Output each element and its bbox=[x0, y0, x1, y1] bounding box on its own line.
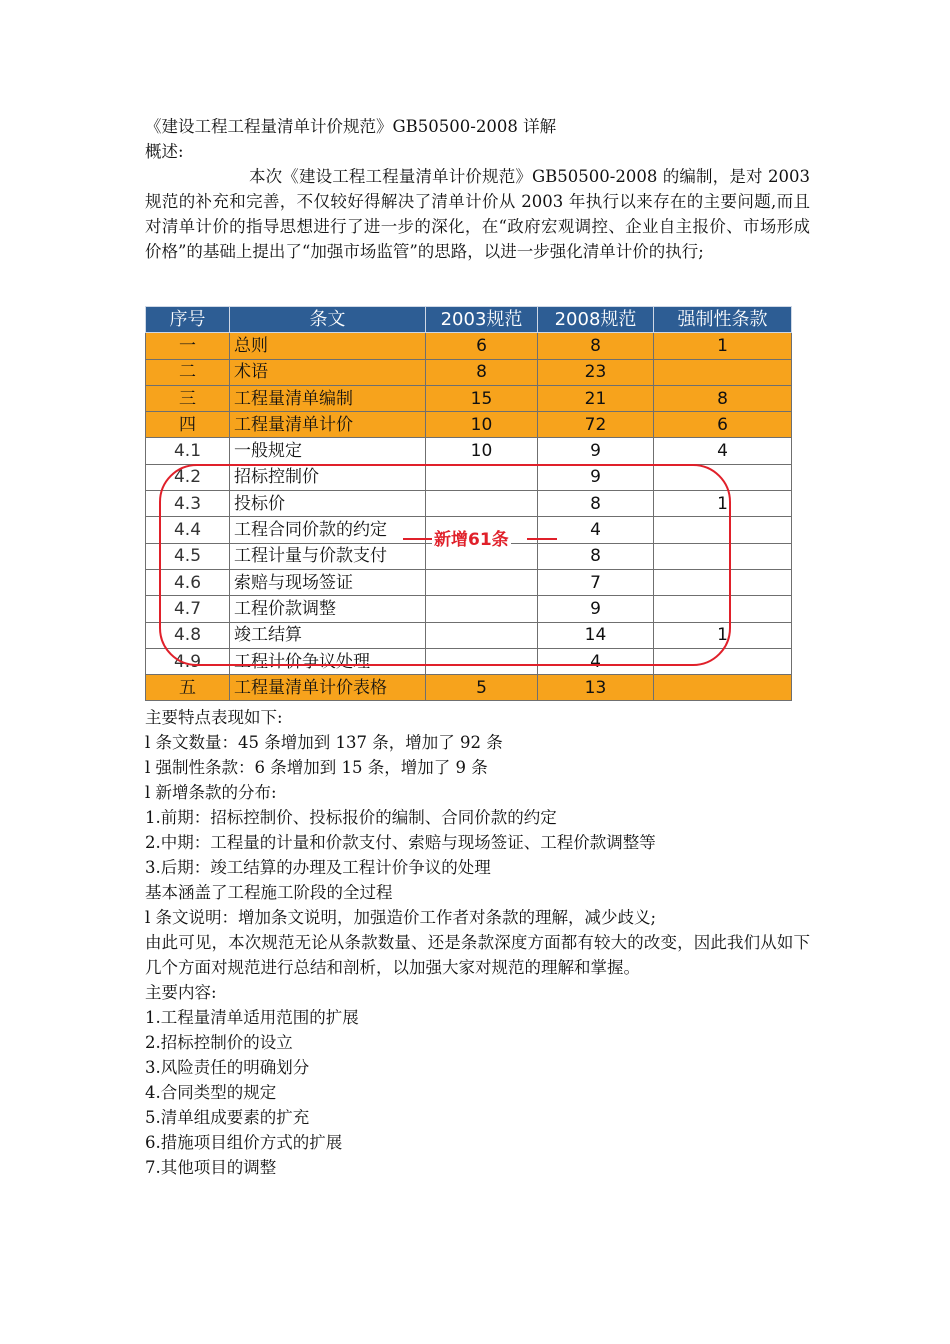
row-mandatory-count bbox=[654, 464, 792, 490]
feature-line: l 强制性条款：6 条增加到 15 条，增加了 9 条 bbox=[145, 758, 488, 778]
overview-label: 概述: bbox=[145, 142, 184, 161]
row-clause: 工程量清单计价 bbox=[230, 412, 426, 438]
table-row bbox=[146, 596, 792, 622]
row-2008-count: 13 bbox=[538, 675, 654, 701]
row-2008-count: 23 bbox=[538, 359, 654, 385]
header-no: 序号 bbox=[146, 307, 230, 333]
contents-item: 2.招标控制价的设立 bbox=[145, 1033, 293, 1053]
row-2008-count: 4 bbox=[538, 648, 654, 674]
row-number: 4.6 bbox=[146, 569, 230, 595]
contents-item: 1.工程量清单适用范围的扩展 bbox=[145, 1008, 359, 1028]
table-row bbox=[146, 675, 792, 701]
row-2008-count: 21 bbox=[538, 385, 654, 411]
row-clause: 竣工结算 bbox=[230, 622, 426, 648]
table-row bbox=[146, 385, 792, 411]
row-2003-count bbox=[426, 464, 538, 490]
table-row bbox=[146, 359, 792, 385]
row-mandatory-count: 6 bbox=[654, 412, 792, 438]
row-2008-count: 9 bbox=[538, 596, 654, 622]
row-2003-count bbox=[426, 648, 538, 674]
annotation-line-right bbox=[527, 538, 557, 540]
row-clause: 工程计价争议处理 bbox=[230, 648, 426, 674]
row-number: 4.5 bbox=[146, 543, 230, 569]
table-row bbox=[146, 464, 792, 490]
header-clause: 条文 bbox=[230, 307, 426, 333]
row-2008-count: 4 bbox=[538, 517, 654, 543]
header-2008: 2008规范 bbox=[538, 307, 654, 333]
row-mandatory-count bbox=[654, 596, 792, 622]
row-number: 五 bbox=[146, 675, 230, 701]
row-clause: 投标价 bbox=[230, 491, 426, 517]
table-row bbox=[146, 648, 792, 674]
features-list bbox=[145, 730, 810, 930]
document-title: 《建设工程工程量清单计价规范》GB50500-2008 详解 bbox=[145, 117, 557, 136]
row-2003-count: 6 bbox=[426, 333, 538, 359]
table-row bbox=[146, 333, 792, 359]
row-number: 四 bbox=[146, 412, 230, 438]
row-2008-count: 14 bbox=[538, 622, 654, 648]
table-row bbox=[146, 622, 792, 648]
contents-item: 7.其他项目的调整 bbox=[145, 1158, 277, 1178]
row-clause: 工程计量与价款支付 bbox=[230, 543, 426, 569]
row-mandatory-count: 1 bbox=[654, 491, 792, 517]
row-2008-count: 9 bbox=[538, 438, 654, 464]
summary-paragraph: 由此可见，本次规范无论从条款数量、还是条款深度方面都有较大的改变，因此我们从如下几个方面对规范进行总结和剖析，以加强大家对规范的理解和掌握。 bbox=[145, 933, 810, 978]
feature-line: 基本涵盖了工程施工阶段的全过程 bbox=[145, 883, 393, 903]
row-clause: 工程价款调整 bbox=[230, 596, 426, 622]
overview-paragraph: 本次《建设工程工程量清单计价规范》GB50500-2008 的编制，是对 2003 规范的补充和完善，不仅较好得解决了清单计价从 2003 年执行以来存在的主要问题,而且对清单计价的指导思想进行了进一步的深化，在“政府宏观调控、企业自主报价、市场形成价格”的基础上提出了“加强市场监管”的思路，以进一步强化清单计价的执行; bbox=[145, 167, 810, 261]
feature-line: l 条文说明：增加条文说明，加强造价工作者对条款的理解，减少歧义; bbox=[145, 908, 657, 928]
header-mandatory: 强制性条款 bbox=[654, 307, 792, 333]
contents-list bbox=[145, 1005, 810, 1180]
row-2003-count bbox=[426, 491, 538, 517]
row-number: 三 bbox=[146, 385, 230, 411]
features-label: 主要特点表现如下: bbox=[145, 708, 283, 728]
row-number: 4.9 bbox=[146, 648, 230, 674]
row-clause: 招标控制价 bbox=[230, 464, 426, 490]
row-2003-count: 10 bbox=[426, 412, 538, 438]
spec-comparison-table bbox=[145, 306, 792, 701]
row-2008-count: 8 bbox=[538, 333, 654, 359]
row-mandatory-count bbox=[654, 543, 792, 569]
row-2003-count bbox=[426, 569, 538, 595]
row-mandatory-count bbox=[654, 569, 792, 595]
row-2003-count bbox=[426, 596, 538, 622]
row-clause: 术语 bbox=[230, 359, 426, 385]
spec-comparison-table-image bbox=[145, 306, 791, 701]
row-number: 4.4 bbox=[146, 517, 230, 543]
table-row bbox=[146, 569, 792, 595]
annotation-line-left bbox=[403, 538, 432, 540]
row-number: 4.1 bbox=[146, 438, 230, 464]
contents-item: 4.合同类型的规定 bbox=[145, 1083, 277, 1103]
row-mandatory-count: 8 bbox=[654, 385, 792, 411]
contents-label: 主要内容: bbox=[145, 983, 217, 1003]
row-number: 4.8 bbox=[146, 622, 230, 648]
row-number: 4.7 bbox=[146, 596, 230, 622]
row-mandatory-count: 1 bbox=[654, 333, 792, 359]
feature-line: 1.前期：招标控制价、投标报价的编制、合同价款的约定 bbox=[145, 808, 557, 828]
row-clause: 索赔与现场签证 bbox=[230, 569, 426, 595]
row-clause: 一般规定 bbox=[230, 438, 426, 464]
row-2008-count: 8 bbox=[538, 491, 654, 517]
row-2003-count: 10 bbox=[426, 438, 538, 464]
row-2008-count: 9 bbox=[538, 464, 654, 490]
row-mandatory-count bbox=[654, 359, 792, 385]
document-page bbox=[145, 114, 810, 1180]
row-clause: 工程量清单编制 bbox=[230, 385, 426, 411]
row-2003-count: 15 bbox=[426, 385, 538, 411]
new-clauses-annotation: 新增61条 bbox=[432, 525, 511, 550]
row-mandatory-count: 1 bbox=[654, 622, 792, 648]
contents-item: 5.清单组成要素的扩充 bbox=[145, 1108, 310, 1128]
contents-item: 3.风险责任的明确划分 bbox=[145, 1058, 310, 1078]
row-clause: 工程合同价款的约定 bbox=[230, 517, 426, 543]
feature-line: l 新增条款的分布: bbox=[145, 783, 277, 803]
table-header-row bbox=[146, 307, 792, 333]
row-clause: 工程量清单计价表格 bbox=[230, 675, 426, 701]
row-mandatory-count: 4 bbox=[654, 438, 792, 464]
row-mandatory-count bbox=[654, 675, 792, 701]
row-number: 二 bbox=[146, 359, 230, 385]
row-clause: 总则 bbox=[230, 333, 426, 359]
row-2008-count: 7 bbox=[538, 569, 654, 595]
row-2003-count: 8 bbox=[426, 359, 538, 385]
row-number: 一 bbox=[146, 333, 230, 359]
row-mandatory-count bbox=[654, 648, 792, 674]
row-2008-count: 8 bbox=[538, 543, 654, 569]
feature-line: 2.中期：工程量的计量和价款支付、索赔与现场签证、工程价款调整等 bbox=[145, 833, 656, 853]
table-row bbox=[146, 438, 792, 464]
row-number: 4.3 bbox=[146, 491, 230, 517]
table-row bbox=[146, 491, 792, 517]
row-mandatory-count bbox=[654, 517, 792, 543]
row-2003-count: 5 bbox=[426, 675, 538, 701]
row-number: 4.2 bbox=[146, 464, 230, 490]
row-2008-count: 72 bbox=[538, 412, 654, 438]
row-2003-count bbox=[426, 622, 538, 648]
table-row bbox=[146, 412, 792, 438]
contents-item: 6.措施项目组价方式的扩展 bbox=[145, 1133, 343, 1153]
feature-line: 3.后期：竣工结算的办理及工程计价争议的处理 bbox=[145, 858, 491, 878]
feature-line: l 条文数量：45 条增加到 137 条，增加了 92 条 bbox=[145, 733, 503, 753]
header-2003: 2003规范 bbox=[426, 307, 538, 333]
